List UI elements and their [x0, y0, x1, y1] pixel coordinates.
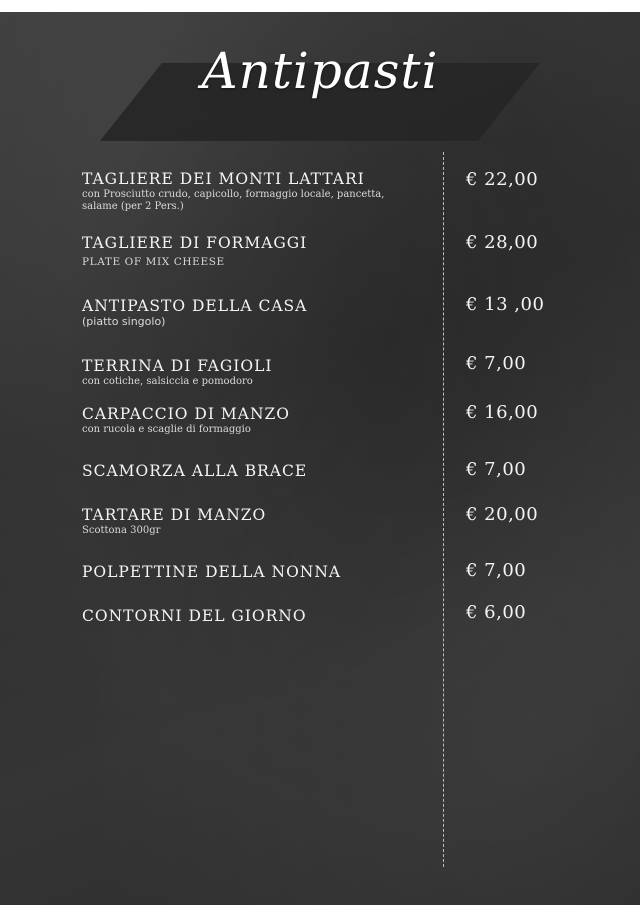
item-price: € 6,00: [466, 602, 527, 623]
item-price: € 22,00: [466, 169, 539, 190]
menu-title: Antipasti: [201, 42, 439, 100]
item-price: € 7,00: [466, 459, 527, 480]
item-description: (piatto singolo): [82, 315, 166, 328]
column-divider: [443, 152, 444, 867]
item-name: TERRINA DI FAGIOLI: [82, 357, 273, 375]
item-description: con cotiche, salsiccia e pomodoro: [82, 376, 253, 387]
menu-item: [82, 405, 432, 436]
menu-item: [82, 506, 432, 537]
item-price: € 28,00: [466, 232, 539, 253]
menu-item: [82, 563, 432, 581]
chalkboard-menu: [0, 12, 640, 905]
item-name: ANTIPASTO DELLA CASA: [82, 297, 308, 315]
item-description: Scottona 300gr: [82, 525, 161, 536]
menu-item: [82, 170, 432, 213]
item-name: TARTARE DI MANZO: [82, 506, 267, 524]
item-price: € 7,00: [466, 560, 527, 581]
item-price: € 20,00: [466, 504, 539, 525]
item-name: CONTORNI DEL GIORNO: [82, 607, 307, 625]
item-name: TAGLIERE DEI MONTI LATTARI: [82, 170, 365, 188]
item-price: € 7,00: [466, 353, 527, 374]
item-description: con Prosciutto crudo, capicollo, formaggio locale, pancetta, salame (per 2 Pers.): [82, 189, 385, 212]
item-description: PLATE OF MIX CHEESE: [82, 256, 225, 268]
item-price: € 13 ,00: [466, 294, 545, 315]
menu-item: [82, 297, 432, 328]
menu-item: [82, 607, 432, 625]
menu-item: [82, 357, 432, 388]
menu-item: [82, 462, 432, 480]
menu-item: [82, 234, 432, 268]
item-price: € 16,00: [466, 402, 539, 423]
item-name: TAGLIERE DI FORMAGGI: [82, 234, 308, 252]
item-name: SCAMORZA ALLA BRACE: [82, 462, 308, 480]
item-name: POLPETTINE DELLA NONNA: [82, 563, 342, 581]
item-description: con rucola e scaglie di formaggio: [82, 424, 251, 435]
item-name: CARPACCIO DI MANZO: [82, 405, 290, 423]
